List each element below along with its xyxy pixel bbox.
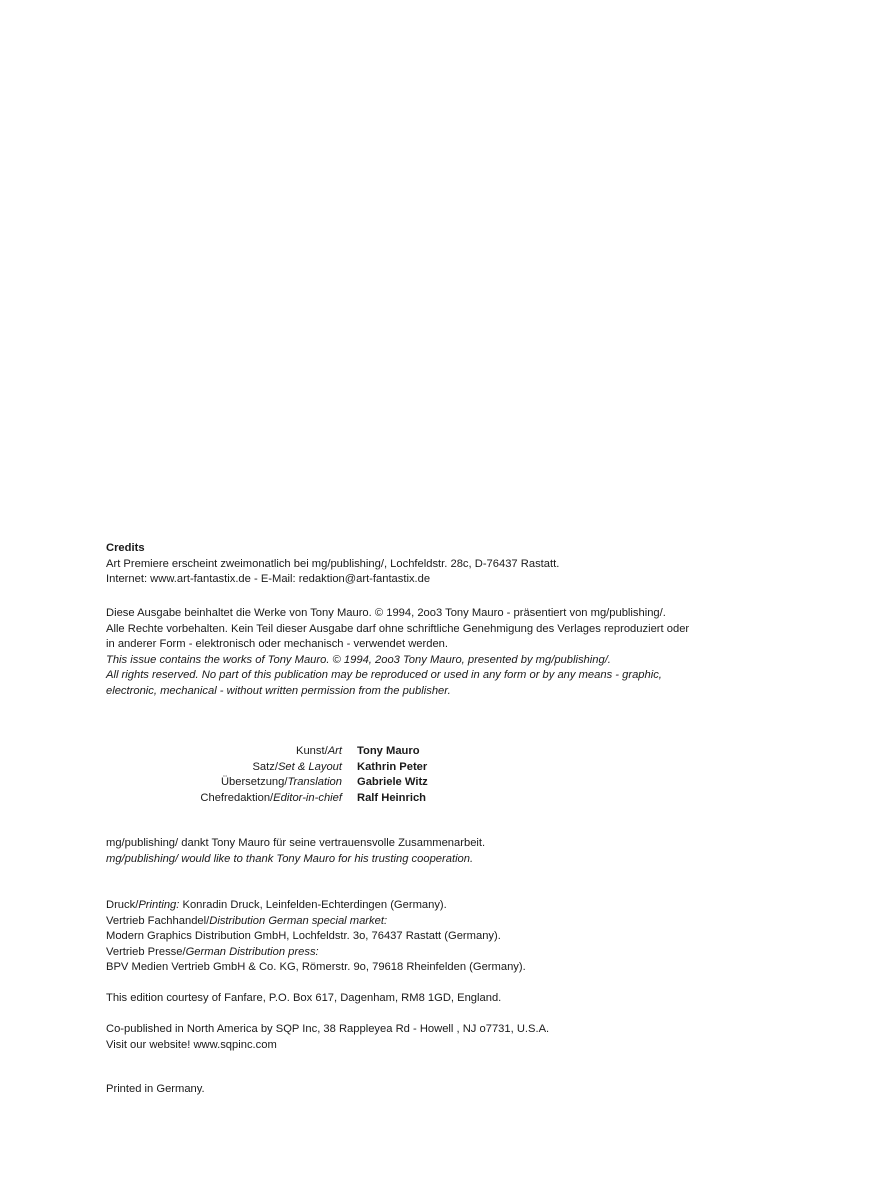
rights-block xyxy=(106,606,689,699)
thanks-english: mg/publishing/ would like to thank Tony Mauro for his trusting cooperation. xyxy=(106,852,474,865)
special-market-value: Modern Graphics Distribution GmbH, Lochfeldstr. 3o, 76437 Rastatt (Germany). xyxy=(106,930,501,942)
staff-table xyxy=(160,744,428,806)
special-market-label: Vertrieb Fachhandel/Distribution German special market: xyxy=(106,914,388,927)
credits-line: Internet: www.art-fantastix.de - E-Mail: redaktion@art-fantastix.de xyxy=(106,573,431,585)
press-value: BPV Medien Vertrieb GmbH & Co. KG, Römerstr. 9o, 79618 Rheinfelden (Germany). xyxy=(106,961,526,973)
staff-role: Kunst/Art xyxy=(295,745,342,757)
printed-block xyxy=(106,1082,205,1098)
rights-german-line: Alle Rechte vorbehalten. Kein Teil dieser Ausgabe darf ohne schriftliche Genehmigung des Verlages reproduziert oder xyxy=(106,622,690,635)
staff-name: Kathrin Peter xyxy=(357,760,428,773)
staff-row xyxy=(160,744,428,760)
staff-row xyxy=(160,791,428,807)
credits-line: Art Premiere erscheint zweimonatlich bei mg/publishing/, Lochfeldstr. 28c, D-76437 Rastatt. xyxy=(106,557,560,570)
staff-name: Tony Mauro xyxy=(357,745,420,757)
staff-row xyxy=(160,760,428,776)
copublished-line: Co-published in North America by SQP Inc, 38 Rappleyea Rd - Howell , NJ o7731, U.S.A. xyxy=(106,1023,550,1035)
rights-german-line: Diese Ausgabe beinhaltet die Werke von Tony Mauro. © 1994, 2oo3 Tony Mauro - präsentiert von mg/publishing/. xyxy=(106,607,666,619)
rights-english-line: This issue contains the works of Tony Mauro. © 1994, 2oo3 Tony Mauro, presented by mg/publishing/. xyxy=(106,653,611,666)
rights-german-line: in anderer Form - elektronisch oder mechanisch - verwendet werden. xyxy=(106,638,448,650)
printing-line: Druck/Printing: Konradin Druck, Leinfelden-Echterdingen (Germany). xyxy=(106,899,447,911)
thanks-block xyxy=(106,836,485,867)
press-label: Vertrieb Presse/German Distribution press: xyxy=(106,945,319,958)
printed-line: Printed in Germany. xyxy=(106,1083,205,1095)
rights-english-line: electronic, mechanical - without written permission from the publisher. xyxy=(106,684,451,697)
staff-name: Gabriele Witz xyxy=(357,776,428,789)
courtesy-block xyxy=(106,991,501,1007)
thanks-german: mg/publishing/ dankt Tony Mauro für seine vertrauensvolle Zusammenarbeit. xyxy=(106,837,486,849)
staff-name: Ralf Heinrich xyxy=(357,791,427,804)
copublished-block xyxy=(106,1022,549,1053)
distribution-block xyxy=(106,898,526,976)
staff-row xyxy=(160,775,428,791)
credits-block xyxy=(106,541,559,588)
staff-role: Satz/Set & Layout xyxy=(252,760,342,773)
staff-role: Übersetzung/Translation xyxy=(220,776,342,789)
website-line: Visit our website! www.sqpinc.com xyxy=(106,1038,277,1051)
courtesy-line: This edition courtesy of Fanfare, P.O. Box 617, Dagenham, RM8 1GD, England. xyxy=(106,992,502,1004)
rights-english-line: All rights reserved. No part of this publication may be reproduced or used in any form or by any means - graphic, xyxy=(106,669,662,681)
staff-role: Chefredaktion/Editor-in-chief xyxy=(200,791,342,804)
credits-heading: Credits xyxy=(106,542,145,554)
